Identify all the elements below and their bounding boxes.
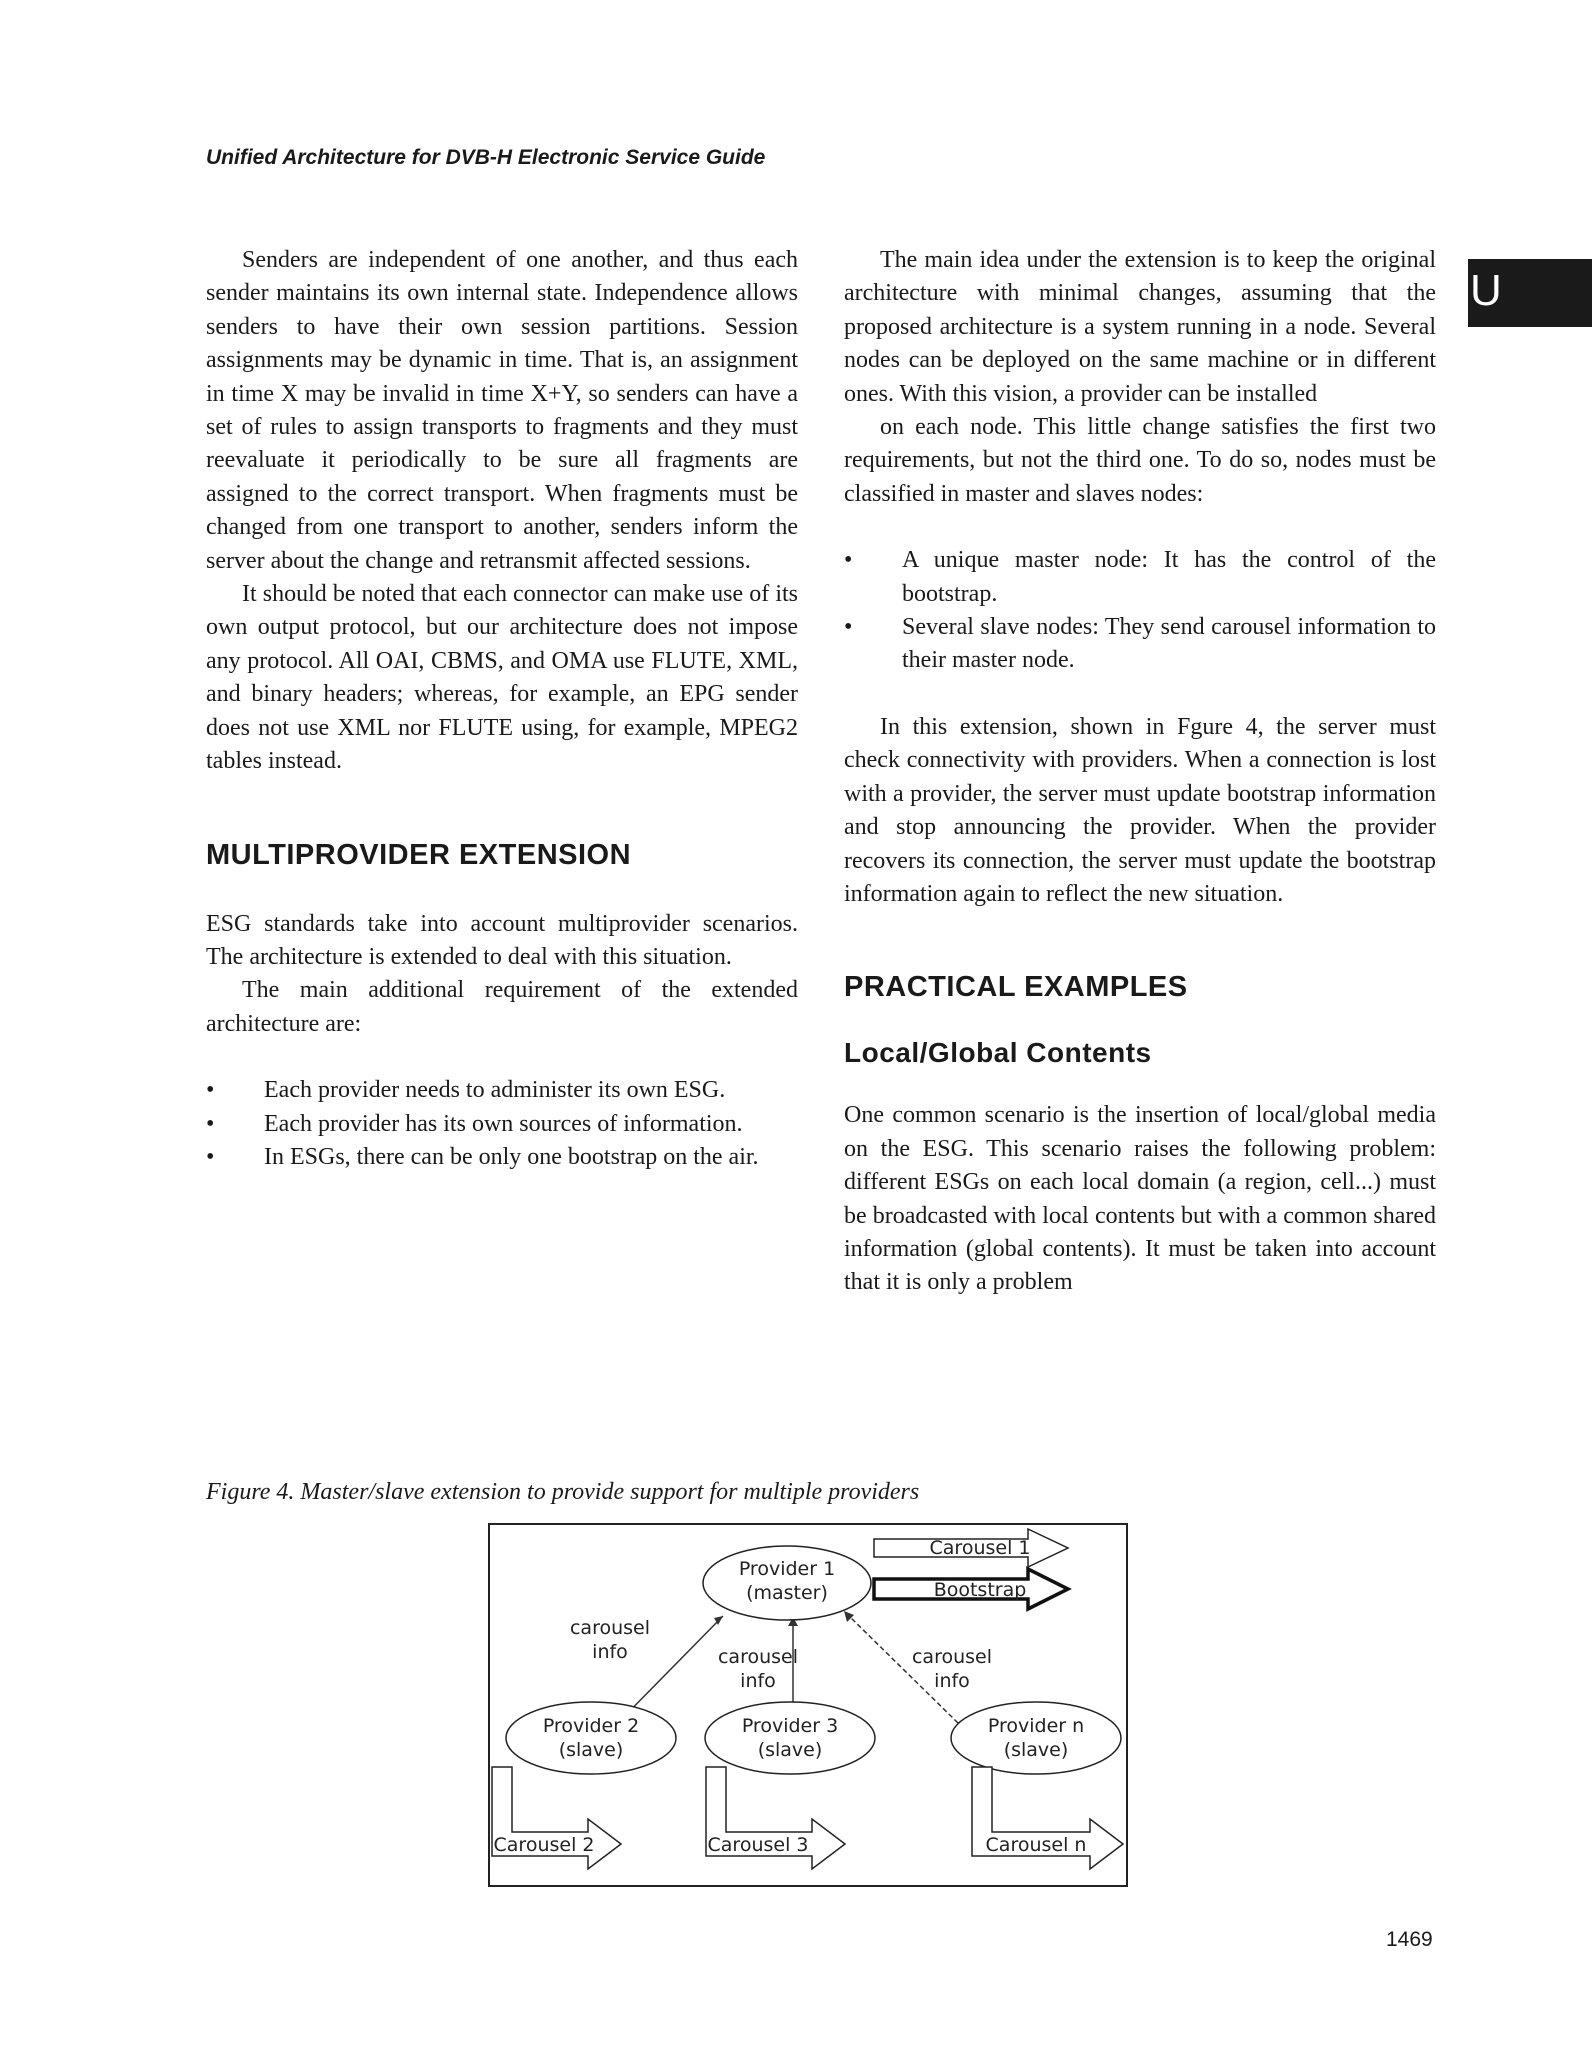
carousel-info-label: info <box>592 1641 628 1663</box>
list-item: • Each provider needs to administer its own ESG. <box>206 1077 726 1104</box>
carousel-info-label: info <box>934 1670 970 1692</box>
right-column <box>844 244 1436 1300</box>
list-item: • Several slave nodes: They send carousel information to their master node. <box>844 614 1436 674</box>
paragraph: It should be noted that each connector can make use of its own output protocol, but our architecture does not impose any protocol. All OAI, CBMS, and OMA use FLUTE, XML, and binary headers; whereas, for example, an EPG sender does not use XML nor FLUTE using, for example, MPEG2 tables instead. <box>206 581 798 775</box>
arrow-label: Carousel 1 <box>929 1537 1031 1559</box>
slave-node <box>506 1702 676 1774</box>
bullet-list <box>844 544 1436 678</box>
figure-diagram <box>488 1523 1128 1887</box>
slave-label: (slave) <box>757 1739 823 1761</box>
carousel-info-label: carousel <box>911 1646 993 1668</box>
carousel-info-label: carousel <box>717 1646 799 1668</box>
slave-node <box>951 1702 1121 1774</box>
section-heading: MULTIPROVIDER EXTENSION <box>206 838 632 871</box>
left-column <box>206 244 798 1174</box>
paragraph: The main additional requirement of the extended architecture are: <box>206 977 798 1037</box>
arrow-label: Bootstrap <box>933 1579 1027 1601</box>
slave-label: Provider 2 <box>542 1715 640 1737</box>
master-label: Provider 1 <box>738 1558 836 1580</box>
paragraph: The main idea under the extension is to keep the original architecture with minimal changes, assuming that the proposed architecture is a system running in a node. Several nodes can be deployed on the same machine or in different ones. With this vision, a provider can be installed <box>844 247 1436 407</box>
list-item: • In ESGs, there can be only one bootstrap on the air. <box>206 1143 759 1170</box>
slave-node <box>705 1702 875 1774</box>
section-heading: PRACTICAL EXAMPLES <box>844 971 1188 1004</box>
slave-label: (slave) <box>1003 1739 1069 1761</box>
carousel-info-label: carousel <box>569 1617 651 1639</box>
slave-label: (slave) <box>558 1739 624 1761</box>
paragraph: One common scenario is the insertion of local/global media on the ESG. This scenario raises the following problem: different ESGs on each local domain (a region, cell...) must be broadcasted with local contents but with a common shared information (global contents). It must be taken into account that it is only a problem <box>844 1102 1436 1296</box>
slave-label: Provider n <box>987 1715 1085 1737</box>
arrow-label: Carousel 3 <box>707 1834 809 1856</box>
paragraph: on each node. This little change satisfies the first two requirements, but not the third one. To do so, nodes must be classified in master and slaves nodes: <box>844 414 1436 507</box>
page-number: 1469 <box>1386 1928 1433 1951</box>
subsection-heading: Local/Global Contents <box>844 1037 1152 1069</box>
running-head: Unified Architecture for DVB-H Electronic Service Guide <box>206 146 766 169</box>
slave-label: Provider 3 <box>741 1715 839 1737</box>
paragraph: Senders are independent of one another, and thus each sender maintains its own internal state. Independence allows senders to have their own session partitions. Session assignments may be dynamic in time. That is, an assignment in time X may be invalid in time X+Y, so senders can have a set of rules to assign transports to fragments and they must reevaluate it periodically to be sure all fragments are assigned to the correct transport. When fragments must be changed from one transport to another, senders inform the server about the change and retransmit affected sessions. <box>206 247 798 574</box>
section-tab: U <box>1468 259 1592 327</box>
figure-caption: Figure 4. Master/slave extension to provide support for multiple providers <box>206 1479 920 1505</box>
bullet-list <box>206 1074 798 1174</box>
paragraph: In this extension, shown in Fgure 4, the server must check connectivity with providers. When a connection is lost with a provider, the server must update bootstrap information and stop announcing the provider. When the provider recovers its connection, the server must update the bootstrap information again to reflect the new situation. <box>844 713 1436 907</box>
list-item: • Each provider has its own sources of information. <box>206 1110 743 1137</box>
carousel-info-label: info <box>740 1670 776 1692</box>
arrow-label: Carousel 2 <box>493 1834 595 1856</box>
list-item: • A unique master node: It has the control of the bootstrap. <box>844 547 1436 607</box>
arrow-label: Carousel n <box>985 1834 1087 1856</box>
master-label: (master) <box>746 1582 828 1604</box>
paragraph: ESG standards take into account multiprovider scenarios. The architecture is extended to deal with this situation. <box>206 910 798 970</box>
